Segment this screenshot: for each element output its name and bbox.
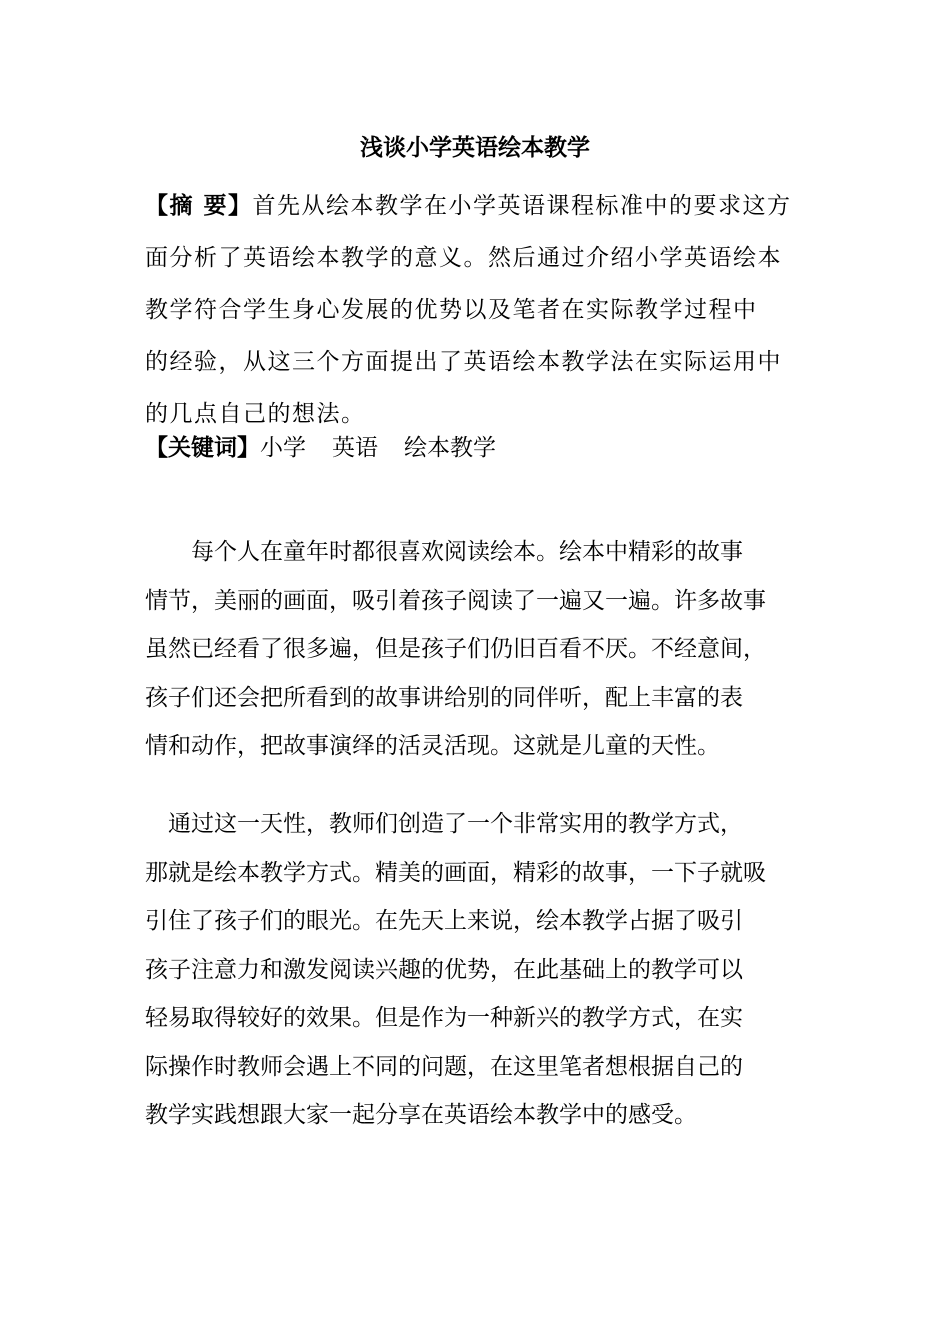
paragraph-line: 每个人在童年时都很喜欢阅读绘本。绘本中精彩的故事: [145, 539, 743, 565]
paragraph-line: 情节，美丽的画面，吸引着孩子阅读了一遍又一遍。许多故事: [145, 587, 766, 614]
abstract-section: [145, 180, 810, 440]
paragraph-line: 教学实践想跟大家一起分享在英语绘本教学中的感受。: [145, 1102, 697, 1128]
body-paragraph: [145, 800, 810, 1140]
keywords-label: 【关键词】: [145, 434, 260, 461]
keywords-section: [145, 424, 810, 472]
paragraph-line: 那就是绘本教学方式。精美的画面，精彩的故事，一下子就吸: [145, 859, 766, 886]
paragraph-line: 孩子们还会把所看到的故事讲给别的同伴听，配上丰富的表: [145, 684, 743, 711]
paragraph-line: 轻易取得较好的效果。但是作为一种新兴的教学方式，在实: [145, 1005, 743, 1031]
paragraph-line: 引住了孩子们的眼光。在先天上来说，绘本教学占据了吸引: [145, 908, 743, 934]
body-paragraph: [145, 528, 810, 771]
paragraph-line: 情和动作，把故事演绎的活灵活现。这就是儿童的天性。: [145, 733, 720, 759]
paragraph-line: 虽然已经看了很多遍，但是孩子们仍旧百看不厌。不经意间，: [145, 636, 766, 662]
abstract-label: 【摘 要】: [145, 192, 253, 219]
keyword-item: 绘本教学: [404, 435, 496, 461]
abstract-text: 首先从绘本教学在小学英语课程标准中的要求这方: [252, 193, 792, 219]
paragraph-line: 通过这一天性，教师们创造了一个非常实用的教学方式，: [145, 811, 743, 837]
abstract-line: 的经验，从这三个方面提出了英语绘本教学法在实际运用中: [145, 349, 782, 375]
keyword-item: 小学: [260, 435, 306, 461]
document-title: 浅谈小学英语绘本教学: [360, 134, 590, 161]
abstract-line: 的几点自己的想法。: [145, 401, 366, 427]
paragraph-line: 孩子注意力和激发阅读兴趣的优势，在此基础上的教学可以: [145, 956, 743, 983]
abstract-line: [145, 180, 810, 232]
paragraph-line: 际操作时教师会遇上不同的问题，在这里笔者想根据自己的: [145, 1053, 743, 1080]
keyword-item: 英语: [332, 435, 378, 461]
abstract-line: 面分析了英语绘本教学的意义。然后通过介绍小学英语绘本: [145, 245, 782, 271]
abstract-line: 教学符合学生身心发展的优势以及笔者在实际教学过程中: [145, 297, 758, 323]
